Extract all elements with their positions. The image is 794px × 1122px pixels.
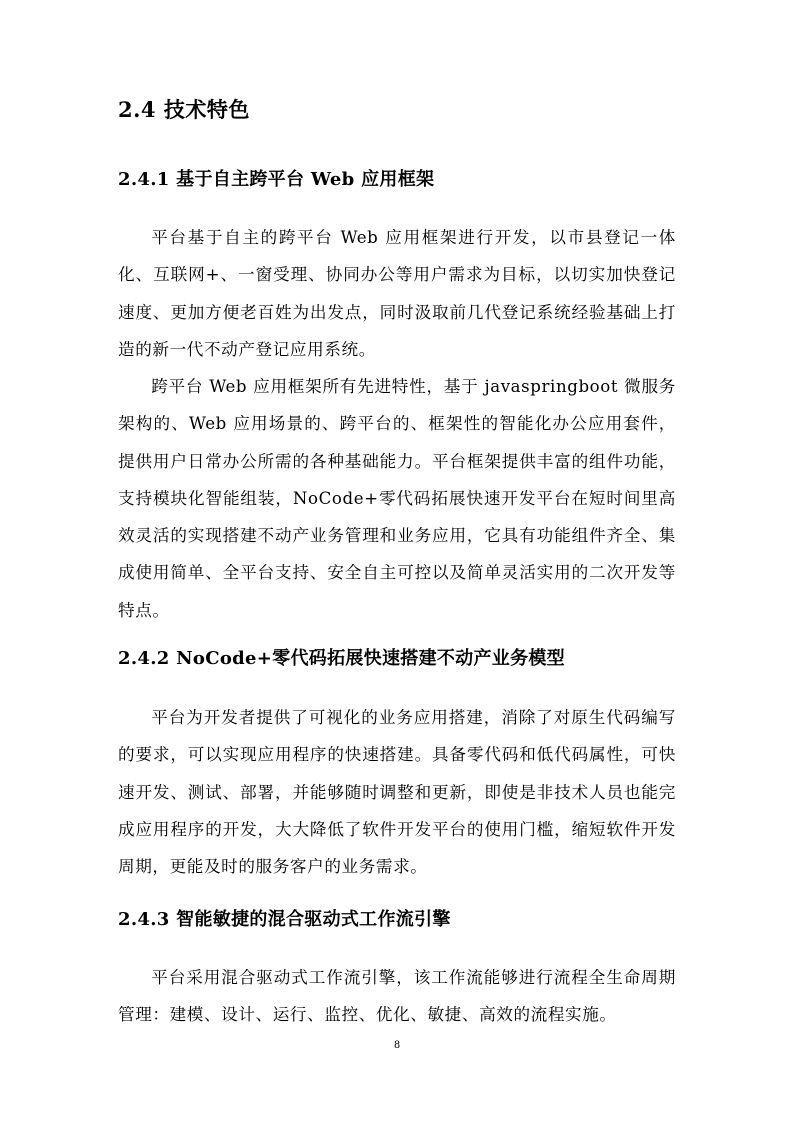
paragraph-framework-intro: 平台基于自主的跨平台 Web 应用框架进行开发，以市县登记一体化、互联网+、一窗受理、协同办公等用户需求为目标，以切实加快登记速度、更加方便老百姓为出发点，同时汲取前几代登记系统经验基础上打造的新一代不动产登记应用系统。 (118, 228, 676, 359)
paragraph-nocode: 平台为开发者提供了可视化的业务应用搭建，消除了对原生代码编写的要求，可以实现应用程序的快速搭建。具备零代码和低代码属性，可快速开发、测试、部署，并能够随时调整和更新，即使是非技术人员也能完成应用程序的开发，大大降低了软件开发平台的使用门槛，缩短软件开发周期，更能及时的服务客户的业务需求。 (118, 708, 676, 877)
subsection-heading-2-4-3: 2.4.3 智能敏捷的混合驱动式工作流引擎 (118, 909, 451, 930)
subsection-heading-2-4-2: 2.4.2 NoCode+零代码拓展快速搭建不动产业务模型 (118, 648, 565, 669)
page-number: 8 (393, 1040, 401, 1051)
section-heading: 2.4 技术特色 (118, 97, 250, 122)
paragraph-workflow-engine: 平台采用混合驱动式工作流引擎，该工作流能够进行流程全生命周期管理：建模、设计、运行、监控、优化、敏捷、高效的流程实施。 (118, 968, 676, 1025)
paragraph-framework-features: 跨平台 Web 应用框架所有先进特性，基于 javaspringboot 微服务架构的、Web 应用场景的、跨平台的、框架性的智能化办公应用套件，提供用户日常办公所需的各种基础能力。平台框架提供丰富的组件功能，支持模块化智能组装，NoCode+零代码拓展快速开发平台在短时间里高效灵活的实现搭建不动产业务管理和业务应用，它具有功能组件齐全、集成使用简单、全平台支持、安全自主可控以及简单灵活实用的二次开发等特点。 (118, 377, 676, 620)
subsection-heading-2-4-1: 2.4.1 基于自主跨平台 Web 应用框架 (118, 169, 435, 190)
